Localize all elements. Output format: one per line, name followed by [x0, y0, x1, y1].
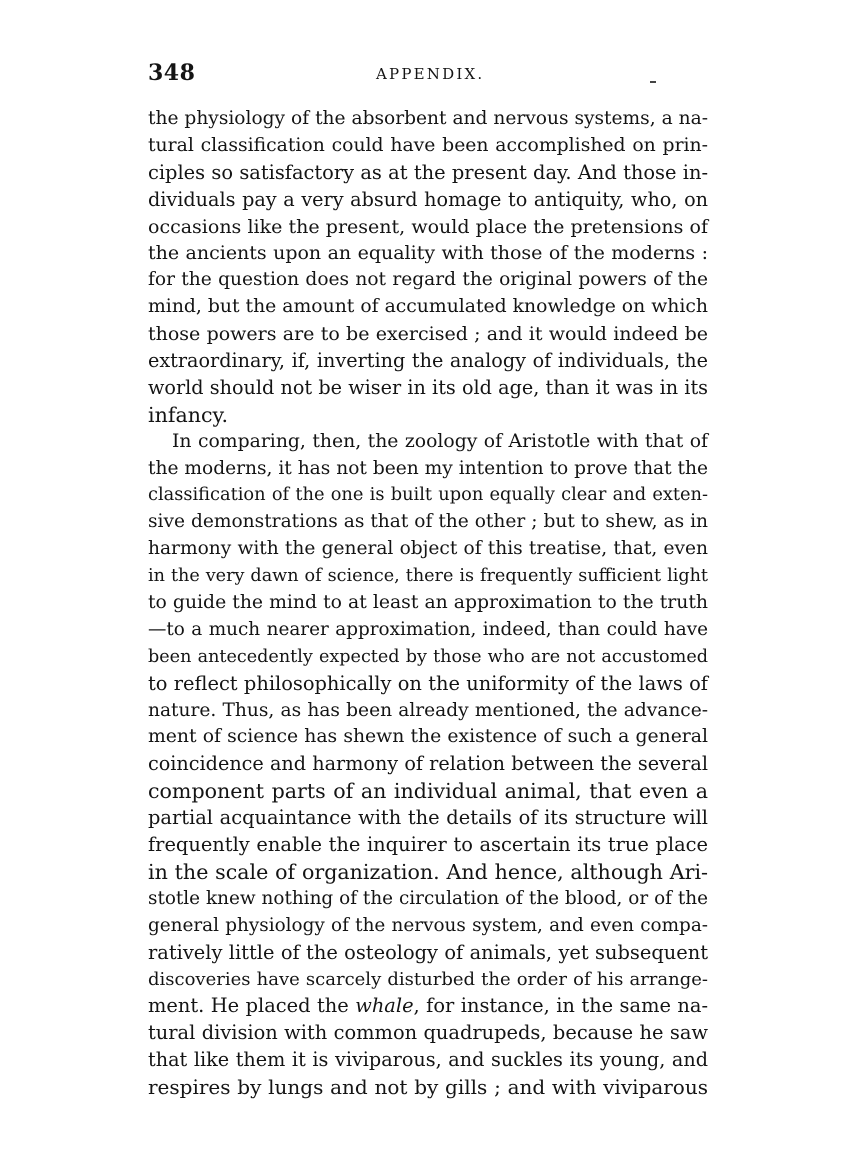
text-line: ment of science has shewn the existence of such a general — [148, 726, 708, 748]
text-line: to guide the mind to at least an approximation to the truth — [148, 592, 708, 614]
paragraph-start-line: In comparing, then, the zoology of Aristotle with that of — [172, 430, 708, 452]
text-line: frequently enable the inquirer to ascertain its true place — [148, 833, 708, 857]
text-line: harmony with the general object of this treatise, that, even — [148, 538, 708, 560]
body-text — [148, 106, 708, 1101]
text-line: respires by lungs and not by gills ; and with viviparous — [148, 1075, 708, 1100]
paragraph-end-line: infancy. — [148, 402, 228, 427]
text-line: world should not be wiser in its old age, than it was in its — [148, 375, 708, 399]
text-line: component parts of an individual animal, that even a — [148, 779, 708, 804]
text-line: for the question does not regard the original powers of the — [148, 269, 708, 291]
text-line: mind, but the amount of accumulated knowledge on which — [148, 296, 708, 318]
text-line: nature. Thus, as has been already mentioned, the advance- — [148, 699, 708, 721]
italic-word: whale — [355, 994, 414, 1018]
text-line: the moderns, it has not been my intention to prove that the — [148, 457, 708, 479]
text-line — [148, 993, 708, 1020]
text-line: ratively little of the osteology of animals, yet subsequent — [148, 940, 708, 964]
text-line: tural classification could have been accomplished on prin- — [148, 134, 708, 156]
page-number: 348 — [148, 60, 196, 86]
text-line: partial acquaintance with the details of its structure will — [148, 806, 708, 830]
text-line: —to a much nearer approximation, indeed, than could have — [148, 618, 708, 640]
text-line: occasions like the present, would place the pretensions of — [148, 215, 708, 238]
text-run: ment. He placed the — [148, 994, 356, 1018]
text-line: been antecedently expected by those who are not accustomed — [148, 646, 708, 667]
text-line: stotle knew nothing of the circulation of the blood, or of the — [148, 887, 708, 909]
header-mark — [650, 81, 656, 83]
text-line: in the scale of organization. And hence, although Ari- — [148, 859, 708, 884]
text-line: coincidence and harmony of relation between the several — [148, 752, 708, 776]
text-run: , for instance, in the same na- — [413, 994, 708, 1018]
text-line: discoveries have scarcely disturbed the order of his arrange- — [148, 968, 708, 990]
text-line: sive demonstrations as that of the other ; but to shew, as in — [148, 511, 708, 533]
running-head: APPENDIX. — [376, 65, 485, 83]
text-line: the physiology of the absorbent and nervous systems, a na- — [148, 108, 708, 129]
page-header — [148, 60, 708, 90]
text-line: extraordinary, if, inverting the analogy of individuals, the — [148, 349, 708, 373]
text-line: those powers are to be exercised ; and it would indeed be — [148, 323, 708, 346]
text-line: ciples so satisfactory as at the present day. And those in- — [148, 160, 708, 184]
text-line: the ancients upon an equality with those of the moderns : — [148, 242, 708, 265]
text-line: that like them it is viviparous, and suckles its young, and — [148, 1048, 708, 1072]
text-line: tural division with common quadrupeds, because he saw — [148, 1021, 708, 1045]
text-line: to reflect philosophically on the uniformity of the laws of — [148, 671, 708, 695]
text-line: classification of the one is built upon equally clear and exten- — [148, 484, 708, 506]
text-line: dividuals pay a very absurd homage to antiquity, who, on — [148, 187, 708, 211]
text-line: general physiology of the nervous system, and even compa- — [148, 914, 708, 936]
text-line: in the very dawn of science, there is frequently sufficient light — [148, 566, 708, 587]
